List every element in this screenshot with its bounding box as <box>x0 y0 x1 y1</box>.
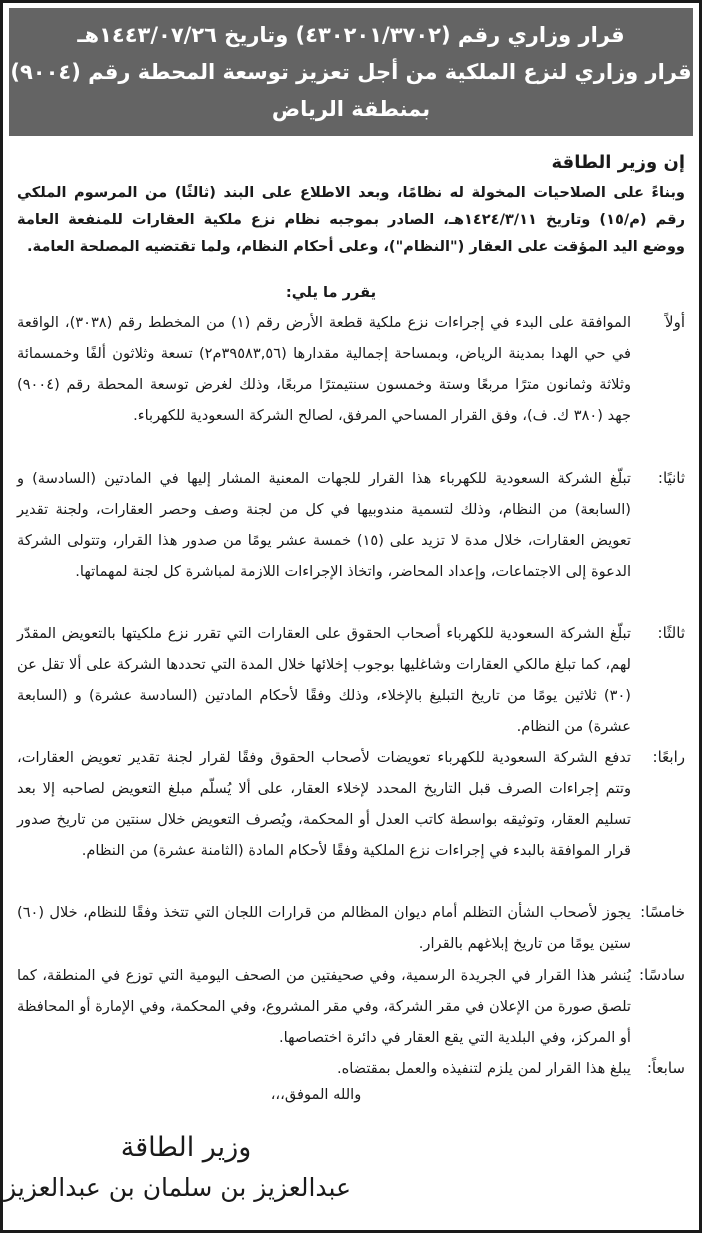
clause-text: الموافقة على البدء في إجراءات نزع ملكية قطعة الأرض رقم (١) من المخطط رقم (٣٠٣٨)، الواقعة في حي الهدا بمدينة الرياض، وبمساحة إجمالية مقدارها (٣٩٥٨٣,٥٦م٢) تسعة وثلاثون ألفًا وخمسمائة وثلاثة وثمانون مترًا مربعًا وستة وخمسون سنتيمترًا مربعًا، وذلك لغرض توسعة المحطة رقم (٩٠٠٤) جهد (٣٨٠ ك. ف)، وفق القرار المساحي المرفق، لصالح الشركة السعودية للكهرباء. <box>17 314 631 424</box>
clause-text: يبلغ هذا القرار لمن يلزم لتنفيذه والعمل بمقتضاه. <box>336 1060 631 1077</box>
signatory-title: وزير الطاقة <box>120 1132 252 1163</box>
clause-text: تبلّغ الشركة السعودية للكهرباء هذا القرار للجهات المعنية المشار إليها في المادتين (السادسة) و (السابعة) من النظام، وذلك لتسمية مندوبيها في كل من لجنة وصف وحصر العقارات، ولجنة تقدير تعويض العقارات، خلال مدة لا تزيد على (١٥) خمسة عشر يومًا من صدور هذا القرار، وتتولى الشركة الدعوة إلى الاجتماعات، وإعداد المحاضر، واتخاذ الإجراءات اللازمة لمباشرة كل لجنة لمهماتها. <box>17 470 631 580</box>
clause-label: سادسًا: <box>638 966 685 984</box>
decision-subject-line: قرار وزاري لنزع الملكية من أجل تعزيز توسعة المحطة رقم (٩٠٠٤) <box>10 59 692 84</box>
signature-block <box>4 1128 351 1208</box>
clause-text: يُنشر هذا القرار في الجريدة الرسمية، وفي صحيفتين من الصحف اليومية التي توزع في المنطقة، كما تلصق صورة من الإعلان في مقر الشركة، وفي مقر المشروع، وفي المحكمة، وفي الإمارة أو المحافظة أو المركز، وفي البلدية التي يقع العقار في دائرة اختصاصها. <box>17 967 631 1046</box>
clause-first <box>17 307 685 463</box>
clause-text: يجوز لأصحاب الشأن التظلم أمام ديوان المظالم من قرارات اللجان التي تتخذ وفقًا للنظام، خلال (٦٠) ستين يومًا من تاريخ إبلاغهم بالقرار. <box>17 904 631 952</box>
clause-fifth <box>17 897 685 960</box>
clause-label: رابعًا: <box>652 748 685 766</box>
clause-label: ثالثًا: <box>657 624 685 642</box>
preamble-paragraph: وبناءً على الصلاحيات المخولة له نظامًا، وبعد الاطلاع على البند (ثالثًا) من المرسوم الملكي رقم (م/١٥) وتاريخ ١٤٢٤/٣/١١هـ، الصادر بموجبه نظام نزع ملكية العقارات للمنفعة العامة ووضع اليد المؤقت على العقار ("النظام")، وعلى أحكام النظام، ولما تقتضيه المصلحة العامة. <box>17 184 685 255</box>
clause-label: خامسًا: <box>640 903 685 921</box>
preamble-title: إن وزير الطاقة <box>551 152 685 173</box>
clause-text: تدفع الشركة السعودية للكهرباء تعويضات لأصحاب الحقوق وفقًا لقرار لجنة تقدير تعويض العقارات، وتتم إجراءات الصرف قبل التاريخ المحدد لإخلاء العقار، على ألا يُسلّم مبلغ التعويض لصاحبه إلا بعد تسليم العقار، وتوثيقه بواسطة كاتب العدل أو المحكمة، ويُصرف التعويض خلال سنتين من تاريخ صدور قرار الموافقة بالبدء في إجراءات نزع الملكية وفقًا لأحكام المادة (الثامنة عشرة) من النظام. <box>17 749 631 859</box>
clause-label: أولاً <box>665 313 685 331</box>
clauses-list <box>17 307 685 1084</box>
clause-seventh <box>17 1053 685 1084</box>
clause-label: ثانيًا: <box>657 469 685 487</box>
decision-number-line: قرار وزاري رقم (٤٣٠٢٠١/٣٧٠٢) وتاريخ ١٤٤٣/٠٧/٢٦هـ <box>77 22 625 47</box>
clause-third <box>17 618 685 742</box>
clause-fourth <box>17 742 685 897</box>
clause-sixth <box>17 960 685 1053</box>
clause-second <box>17 463 685 618</box>
clause-label: سابعاً: <box>646 1059 685 1077</box>
notice-header <box>9 8 693 136</box>
signatory-name: عبدالعزيز بن سلمان بن عبدالعزيز <box>4 1173 351 1202</box>
preamble <box>17 149 685 260</box>
decides-heading: يقرر ما يلي: <box>285 284 377 301</box>
clause-text: تبلّغ الشركة السعودية للكهرباء أصحاب الحقوق على العقارات التي تقرر نزع ملكيتها بالتعويض المقدّر لهم، كما تبلغ مالكي العقارات وشاغليها بوجوب إخلائها خلال المدة التي تحددها الشركة على ألا تقل عن (٣٠) ثلاثين يومًا من تاريخ التبليغ بالإخلاء، وذلك وفقًا لأحكام المادتين (السادسة عشرة) و (السابعة عشرة) من النظام. <box>17 625 631 735</box>
closing-phrase: والله الموفق،،، <box>270 1086 362 1103</box>
decision-region-line: بمنطقة الرياض <box>271 96 431 121</box>
